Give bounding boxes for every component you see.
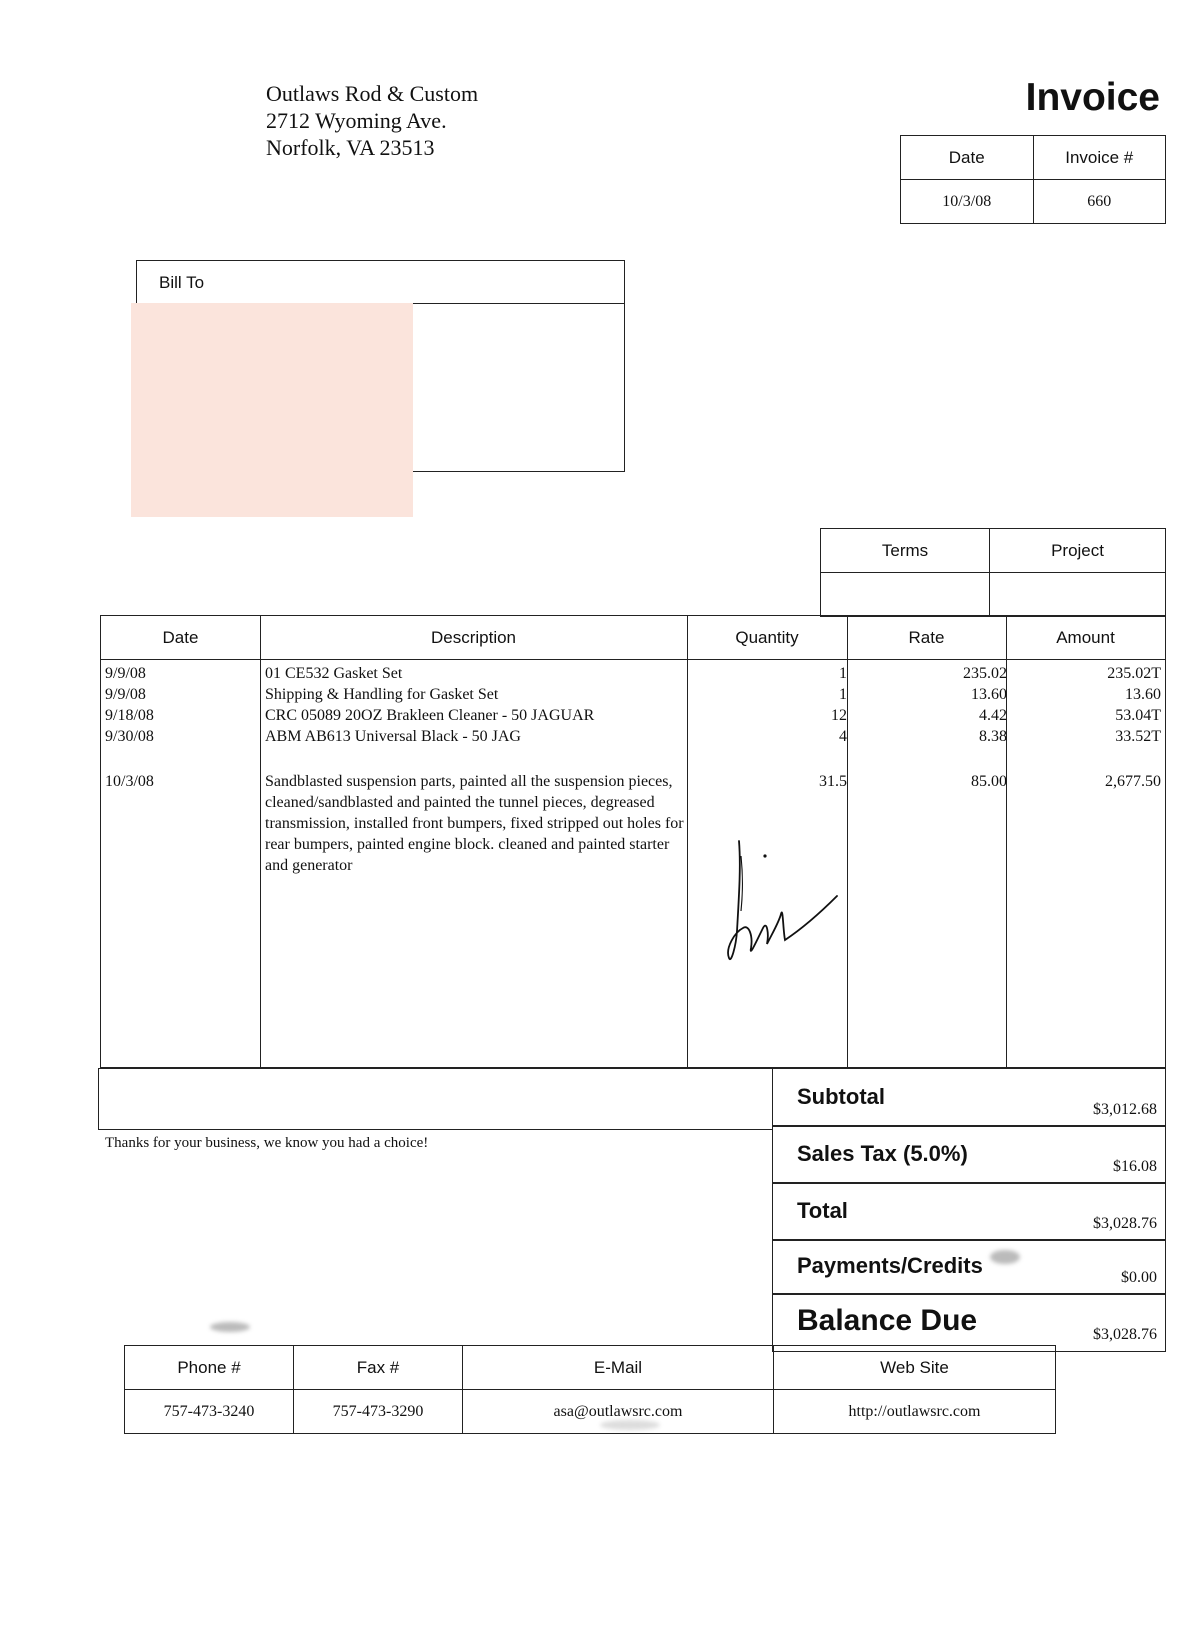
thanks-message: Thanks for your business, we know you had a choice!	[105, 1135, 429, 1151]
project-label: Project	[990, 529, 1166, 573]
signature-icon	[727, 836, 847, 971]
item-date: 9/9/08	[105, 665, 146, 682]
item-description: Shipping & Handling for Gasket Set	[265, 686, 499, 703]
item-date: 9/30/08	[105, 728, 154, 745]
table-row	[101, 726, 1165, 747]
document-title: Invoice	[1025, 76, 1160, 119]
project-value	[990, 573, 1166, 617]
item-rate: 4.42	[979, 707, 1007, 724]
redacted-address	[131, 303, 413, 517]
invoice-number-label: Invoice #	[1033, 136, 1166, 180]
contact-box	[124, 1345, 1056, 1434]
terms-project-box	[820, 528, 1166, 617]
email-label: E-Mail	[463, 1346, 774, 1390]
item-rate: 13.60	[971, 686, 1007, 703]
item-date: 9/18/08	[105, 707, 154, 724]
tax-row	[772, 1125, 1166, 1184]
invoice-date-value: 10/3/08	[901, 180, 1034, 224]
fax-value: 757-473-3290	[294, 1390, 463, 1434]
company-address-line1: 2712 Wyoming Ave.	[266, 108, 447, 133]
item-amount: 235.02T	[1107, 665, 1161, 682]
tax-value: $16.08	[1113, 1158, 1157, 1175]
header-amount: Amount	[1056, 628, 1115, 647]
website-value: http://outlawsrc.com	[774, 1390, 1056, 1434]
company-info	[266, 80, 478, 161]
item-quantity: 1	[839, 686, 847, 703]
line-items-table	[100, 615, 1166, 1068]
table-row	[101, 663, 1165, 684]
subtotal-row	[772, 1068, 1166, 1127]
tax-label: Sales Tax (5.0%)	[797, 1141, 968, 1166]
item-rate: 8.38	[979, 728, 1007, 745]
item-quantity: 12	[831, 707, 847, 724]
item-description: Sandblasted suspension parts, painted all the suspension pieces, cleaned/sandblasted and painted the tunnel pieces, degreased transmission, installed front bumpers, fixed stripped out holes for rear bumpers, painted engine block. cleaned and painted starter and generator	[265, 773, 684, 874]
scan-smudge	[990, 1250, 1020, 1264]
phone-label: Phone #	[125, 1346, 294, 1390]
invoice-date-label: Date	[901, 136, 1034, 180]
payments-row	[772, 1239, 1166, 1295]
item-quantity: 1	[839, 665, 847, 682]
total-row	[772, 1182, 1166, 1241]
item-amount: 2,677.50	[1105, 773, 1161, 790]
total-value: $3,028.76	[1093, 1215, 1157, 1232]
payments-label: Payments/Credits	[797, 1253, 983, 1278]
payments-value: $0.00	[1121, 1269, 1157, 1286]
item-amount: 13.60	[1125, 686, 1161, 703]
subtotal-label: Subtotal	[797, 1084, 885, 1109]
item-rate: 235.02	[963, 665, 1007, 682]
item-amount: 33.52T	[1115, 728, 1161, 745]
subtotal-value: $3,012.68	[1093, 1101, 1157, 1118]
header-quantity: Quantity	[735, 628, 799, 647]
item-description: 01 CE532 Gasket Set	[265, 665, 403, 682]
item-rate: 85.00	[971, 773, 1007, 790]
item-description: CRC 05089 20OZ Brakleen Cleaner - 50 JAGUAR	[265, 707, 595, 724]
website-label: Web Site	[774, 1346, 1056, 1390]
item-quantity: 4	[839, 728, 847, 745]
terms-value	[821, 573, 990, 617]
balance-label: Balance Due	[797, 1304, 978, 1337]
total-label: Total	[797, 1198, 848, 1223]
item-date: 10/3/08	[105, 773, 154, 790]
notes-box	[98, 1068, 773, 1130]
scan-smudge	[600, 1420, 660, 1430]
header-description: Description	[430, 628, 517, 647]
bill-to-label: Bill To	[137, 261, 624, 304]
invoice-number-value: 660	[1033, 180, 1166, 224]
email-value: asa@outlawsrc.com	[463, 1390, 774, 1434]
item-amount: 53.04T	[1115, 707, 1161, 724]
item-date: 9/9/08	[105, 686, 146, 703]
invoice-meta-box	[900, 135, 1166, 224]
balance-row	[772, 1293, 1166, 1352]
scan-smudge	[210, 1322, 250, 1332]
table-row	[101, 684, 1165, 705]
balance-value: $3,028.76	[1093, 1326, 1157, 1343]
fax-label: Fax #	[294, 1346, 463, 1390]
company-name: Outlaws Rod & Custom	[266, 81, 479, 106]
header-date: Date	[162, 628, 199, 647]
header-rate: Rate	[908, 628, 945, 647]
phone-value: 757-473-3240	[125, 1390, 294, 1434]
table-row	[101, 705, 1165, 726]
totals-box	[772, 1068, 1166, 1352]
company-address-line2: Norfolk, VA 23513	[266, 135, 435, 160]
item-description: ABM AB613 Universal Black - 50 JAG	[265, 728, 521, 745]
terms-label: Terms	[821, 529, 990, 573]
item-quantity: 31.5	[819, 773, 847, 790]
